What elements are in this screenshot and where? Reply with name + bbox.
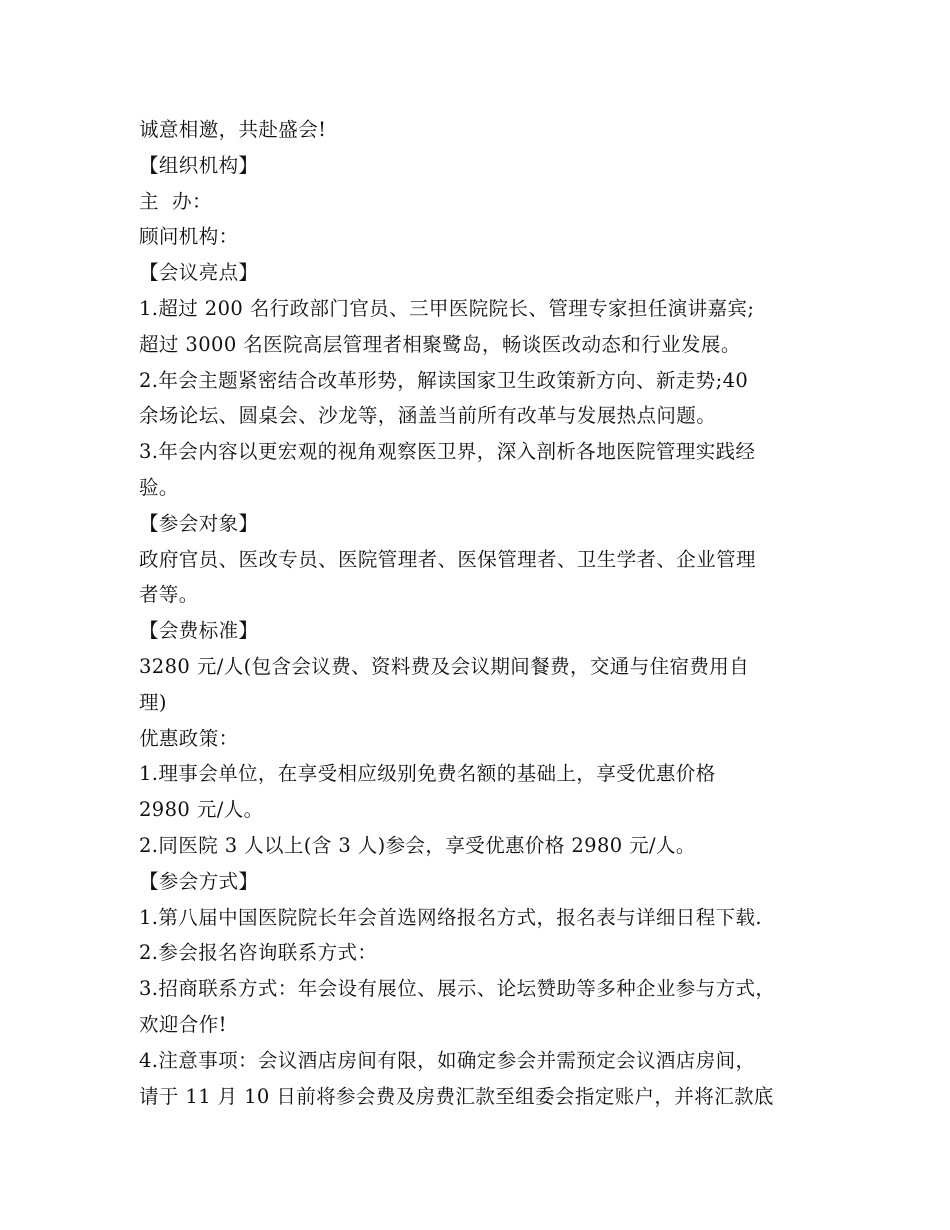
text-line: 验。 (139, 475, 179, 499)
text-line: 诚意相邀，共赴盛会! (139, 118, 327, 141)
text-line: 3280 元/人(包含会议费、资料费及会议期间餐费，交通与住宿费用自 (139, 654, 750, 678)
section-heading-organization: 【组织机构】 (139, 153, 259, 177)
text-line: 欢迎合作! (139, 1012, 227, 1036)
text-line: 2980 元/人。 (139, 798, 264, 822)
text-line: 4.注意事项：会议酒店房间有限，如确定参会并需预定会议酒店房间， (139, 1048, 756, 1072)
text-line: 者等。 (139, 583, 199, 607)
document-body (139, 112, 829, 1114)
text-line: 2.年会主题紧密结合改革形势，解读国家卫生政策新方向、新走势;40 (139, 368, 749, 392)
text-line: 优惠政策： (139, 726, 239, 750)
text-line: 1.第八届中国医院院长年会首选网络报名方式，报名表与详细日程下载. (139, 905, 763, 929)
text-line: 超过 3000 名医院高层管理者相聚鹭岛，畅谈医改动态和行业发展。 (139, 332, 741, 356)
section-heading-fees: 【会费标准】 (139, 619, 259, 643)
text-line: 1.超过 200 名行政部门官员、三甲医院院长、管理专家担任演讲嘉宾; (139, 296, 755, 320)
text-line: 余场论坛、圆桌会、沙龙等，涵盖当前所有改革与发展热点问题。 (139, 404, 717, 428)
text-line: 顾问机构： (139, 225, 239, 249)
text-line: 3.年会内容以更宏观的视角观察医卫界，深入剖析各地医院管理实践经 (139, 440, 756, 464)
section-heading-attendees: 【参会对象】 (139, 511, 259, 535)
text-line: 政府官员、医改专员、医院管理者、医保管理者、卫生学者、企业管理 (139, 547, 756, 571)
text-line: 请于 11 月 10 日前将参会费及房费汇款至组委会指定账户，并将汇款底 (139, 1084, 774, 1108)
section-heading-highlights: 【会议亮点】 (139, 261, 259, 285)
text-line: 1.理事会单位，在享受相应级别免费名额的基础上，享受优惠价格 (139, 762, 716, 786)
text-line: 3.招商联系方式：年会设有展位、展示、论坛赞助等多种企业参与方式， (139, 977, 776, 1001)
text-line: 理) (139, 690, 167, 714)
text-line: 主 办： (139, 189, 212, 213)
text-line: 2.同医院 3 人以上(含 3 人)参会，享受优惠价格 2980 元/人。 (139, 833, 696, 857)
text-line: 2.参会报名咨询联系方式： (139, 941, 378, 965)
section-heading-registration: 【参会方式】 (139, 869, 259, 893)
